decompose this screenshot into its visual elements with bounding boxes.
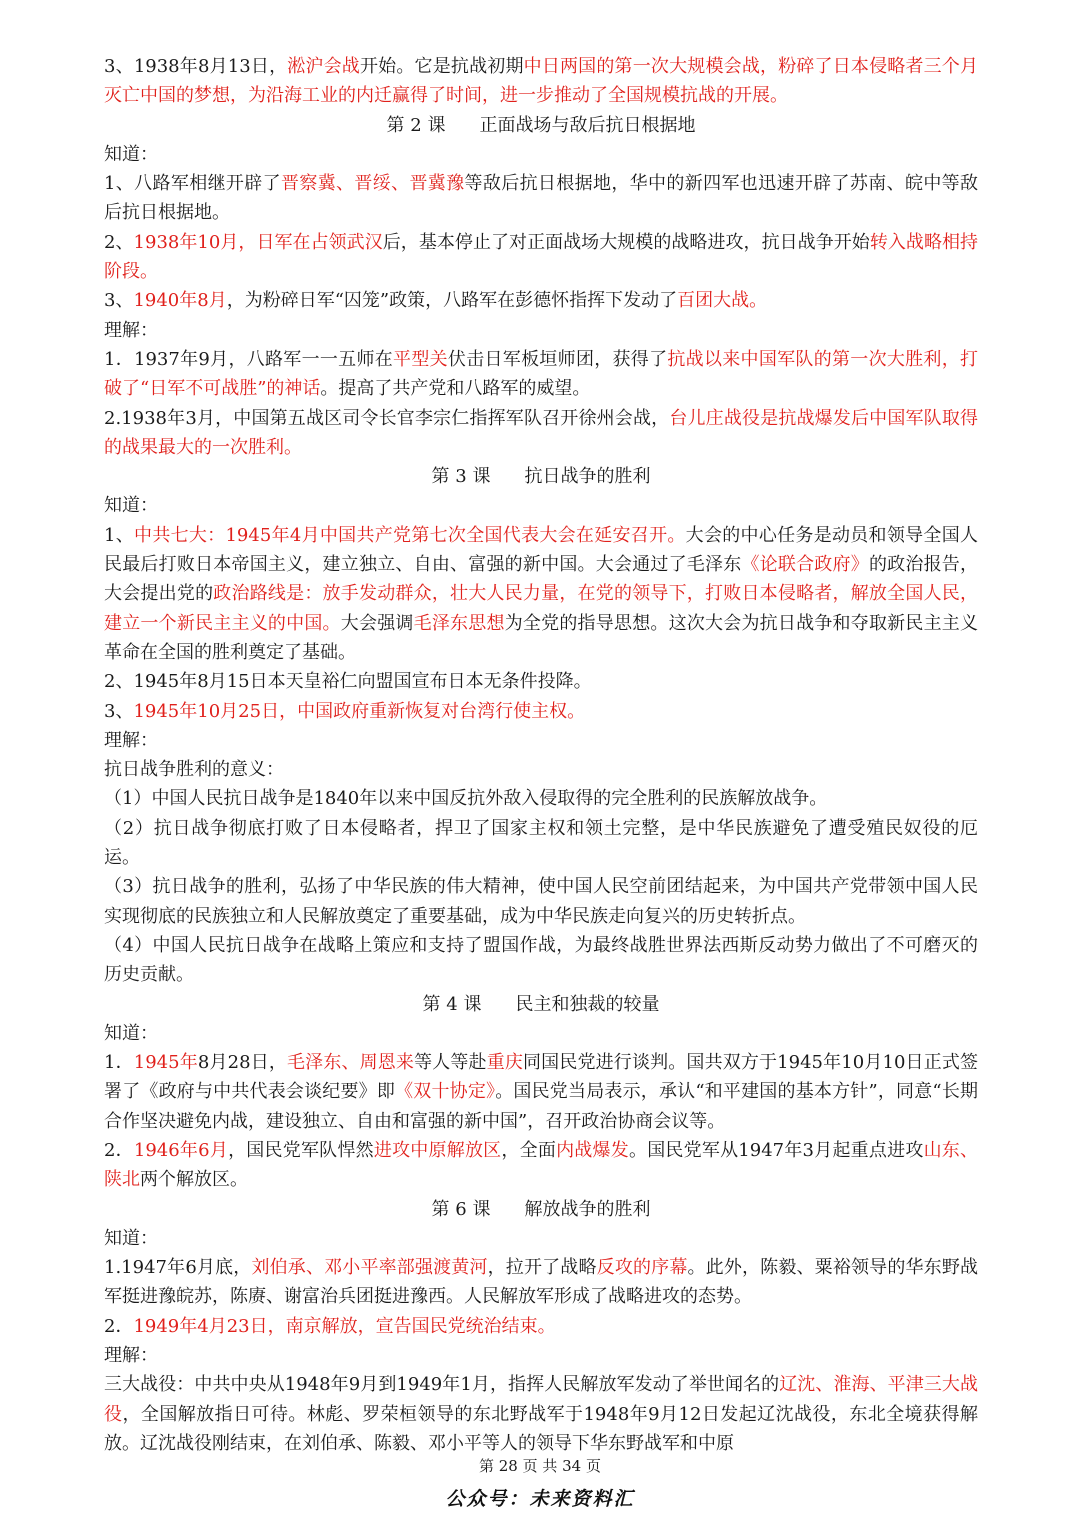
highlighted-text: 辽沈、淮海、平津三大战役 xyxy=(104,1374,978,1425)
body-text: 为全党的指导思想。这次大会为抗日战争和夺取新民主主义革命在全国的胜利奠定了基础。 xyxy=(104,612,979,663)
body-text: 两个解放区。 xyxy=(140,1169,248,1191)
body-text: 2、 xyxy=(104,231,134,253)
highlighted-text: 毛泽东思想 xyxy=(413,612,505,634)
body-text: 伏击日军板垣师团，获得了 xyxy=(447,348,668,370)
highlighted-text: 进攻中原解放区 xyxy=(373,1139,502,1161)
body-text: （1）中国人民抗日战争是1840年以来中国反抗外敌入侵取得的完全胜利的民族解放战争。 xyxy=(104,788,828,810)
highlighted-text: 中日两国的第一次大规模会战，粉碎了日本侵略者三个月灭亡中国的梦想，为沿海工业的内迁赢得了时间，进一步推动了全国规模抗战的开展。 xyxy=(104,56,979,107)
paragraph xyxy=(104,755,978,784)
paragraph xyxy=(104,784,978,813)
body-text: 3、 xyxy=(104,700,134,722)
body-text: 三大战役：中共中央从1948年9月到1949年1月，指挥人民解放军发动了举世闻名的 xyxy=(104,1374,780,1396)
paragraph xyxy=(104,491,978,520)
lesson-number: 第 4 课 xyxy=(422,993,482,1015)
paragraph xyxy=(104,1136,978,1195)
paragraph xyxy=(104,814,978,873)
body-text: ，全面 xyxy=(501,1139,557,1161)
body-text: 理解： xyxy=(104,729,158,751)
lesson-title: 抗日战争的胜利 xyxy=(524,466,651,488)
body-text: 知道： xyxy=(104,143,158,165)
highlighted-text: 山东、陕北 xyxy=(104,1139,979,1191)
body-text: 2． xyxy=(104,1139,134,1161)
paragraph xyxy=(104,1253,978,1312)
highlighted-text: 政治路线是：放手发动群众，壮大人民力量，在党的领导下，打败日本侵略者，解放全国人民，建立一个新民主主义的中国。 xyxy=(104,583,979,634)
lesson-heading xyxy=(104,462,978,491)
paragraph xyxy=(104,228,978,287)
body-text: 3、1938年8月13日， xyxy=(104,56,288,77)
highlighted-text: 内战爆发 xyxy=(556,1139,629,1161)
highlighted-text: 《双十协定》 xyxy=(395,1081,496,1103)
paragraph xyxy=(104,667,978,696)
lesson-number: 第 3 课 xyxy=(431,466,491,488)
lesson-title: 民主和独裁的较量 xyxy=(515,993,660,1015)
body-text: （3）抗日战争的胜利，弘扬了中华民族的伟大精神，使中国人民空前团结起来，为中国共产党带领中国人民实现彻底的民族独立和人民解放奠定了重要基础，成为中华民族走向复兴的历史转折点。 xyxy=(104,876,978,927)
body-text: 大会强调 xyxy=(340,612,414,634)
paragraph xyxy=(104,140,978,169)
body-text: 理解： xyxy=(104,1345,158,1367)
lesson-heading xyxy=(104,111,978,140)
body-text: ，为粉碎日军“囚笼”政策，八路军在彭德怀指挥下发动了 xyxy=(226,290,678,312)
paragraph xyxy=(104,521,978,667)
body-text: 抗日战争胜利的意义： xyxy=(104,759,284,781)
watermark-text: 公众号：未来资料汇 xyxy=(445,1488,635,1511)
body-text: 1.1947年6月底， xyxy=(104,1257,252,1279)
lesson-number: 第 6 课 xyxy=(431,1198,491,1220)
body-text: 等敌后抗日根据地，华中的新四军也迅速开辟了苏南、皖中等敌后抗日根据地。 xyxy=(104,173,979,224)
body-text: （2）抗日战争彻底打败了日本侵略者，捍卫了国家主权和领土完整，是中华民族避免了遭受殖民奴役的厄运。 xyxy=(104,817,978,869)
body-text: 1、八路军相继开辟了 xyxy=(104,173,281,195)
highlighted-text: 反攻的序幕 xyxy=(596,1257,688,1279)
page-footer xyxy=(0,1452,1080,1515)
body-text: 1、 xyxy=(104,524,135,546)
body-text: 1．1937年9月，八路军一一五师在 xyxy=(104,348,394,370)
paragraph xyxy=(104,1341,978,1370)
paragraph xyxy=(104,1312,978,1341)
highlighted-text: 1949年4月23日，南京解放，宣告国民党统治结束。 xyxy=(133,1315,556,1337)
paragraph xyxy=(104,169,978,228)
body-text: 开始。它是抗战初期 xyxy=(360,56,524,77)
highlighted-text: 重庆 xyxy=(486,1052,524,1074)
lesson-heading xyxy=(104,990,978,1019)
paragraph xyxy=(104,345,978,404)
body-text: 。国民党当局表示，承认“和平建国的基本方针”，同意“长期合作坚决避免内战，建设独立、自由和富强的新中国”，召开政治协商会议等。 xyxy=(104,1081,979,1132)
highlighted-text: 抗战以来中国军队的第一次大胜利，打破了“日军不可战胜”的神话 xyxy=(104,348,979,400)
body-text: 理解： xyxy=(104,319,158,341)
lesson-heading xyxy=(104,1195,978,1224)
body-text: 同国民党进行谈判。国共双方于1945年10月10日正式签署了《政府与中共代表会谈纪要》即 xyxy=(104,1052,979,1103)
lesson-title: 正面战场与敌后抗日根据地 xyxy=(479,114,696,136)
highlighted-text: 1946年6月 xyxy=(133,1139,229,1161)
body-text: 知道： xyxy=(104,495,158,517)
body-text: 的政治报告，大会提出党的 xyxy=(104,554,979,605)
body-text: 。此外，陈毅、粟裕领导的华东野战军挺进豫皖苏，陈赓、谢富治兵团挺进豫西。人民解放军形成了战略进攻的态势。 xyxy=(104,1257,979,1308)
highlighted-text: 平型关 xyxy=(393,348,448,370)
paragraph xyxy=(104,316,978,345)
body-text: 2.1938年3月，中国第五战区司令长官李宗仁指挥军队召开徐州会战， xyxy=(104,407,670,429)
paragraph xyxy=(104,1224,978,1253)
body-text: 知道： xyxy=(104,1227,158,1249)
paragraph xyxy=(104,1048,978,1136)
highlighted-text: 百团大战。 xyxy=(677,290,768,312)
body-text: 3、 xyxy=(104,290,134,312)
lesson-title: 解放战争的胜利 xyxy=(524,1198,651,1220)
paragraph xyxy=(104,286,978,315)
paragraph xyxy=(104,404,978,463)
body-text: 知道： xyxy=(104,1022,158,1044)
highlighted-text: 淞沪会战 xyxy=(287,56,360,77)
paragraph xyxy=(104,1019,978,1048)
paragraph xyxy=(104,1370,978,1458)
paragraph xyxy=(104,52,978,111)
body-text: 2． xyxy=(104,1315,134,1337)
paragraph xyxy=(104,697,978,726)
body-text: 。提高了共产党和八路军的威望。 xyxy=(320,378,591,400)
highlighted-text: 台儿庄战役是抗战爆发后中国军队取得的战果最大的一次胜利。 xyxy=(104,407,978,458)
body-text: 大会的中心任务是动员和领导全国人民最后打败日本帝国主义，建立独立、自由、富强的新中国。大会通过了毛泽东 xyxy=(104,524,979,576)
page-number: 第 28 页 共 34 页 xyxy=(478,1457,601,1475)
body-text: ，全国解放指日可待。林彪、罗荣桓领导的东北野战军于1948年9月12日发起辽沈战役，东北全境获得解放。辽沈战役刚结束，在刘伯承、陈毅、邓小平等人的领导下华东野战军和中原 xyxy=(104,1403,979,1454)
paragraph xyxy=(104,872,978,931)
highlighted-text: 1938年10月，日军在占领武汉 xyxy=(133,231,383,253)
body-text: 后，基本停止了对正面战场大规模的战略进攻，抗日战争开始 xyxy=(382,231,870,253)
document-body xyxy=(104,52,978,1458)
body-text: 。国民党军从1947年3月起重点进攻 xyxy=(628,1139,924,1161)
body-text: ，拉开了战略 xyxy=(487,1257,597,1279)
body-text: 1． xyxy=(104,1052,134,1074)
highlighted-text: 中共七大：1945年4月中国共产党第七次全国代表大会在延安召开。 xyxy=(134,524,686,546)
highlighted-text: 1945年 xyxy=(133,1052,198,1074)
highlighted-text: 毛泽东、周恩来 xyxy=(287,1052,415,1074)
highlighted-text: 1940年8月 xyxy=(133,290,227,312)
body-text: ，国民党军队悍然 xyxy=(228,1139,374,1161)
body-text: 等人等赴 xyxy=(414,1052,487,1074)
body-text: 2、1945年8月15日本天皇裕仁向盟国宣布日本无条件投降。 xyxy=(104,671,592,693)
paragraph xyxy=(104,931,978,990)
body-text: （4）中国人民抗日战争在战略上策应和支持了盟国作战，为最终战胜世界法西斯反动势力做出了不可磨灭的历史贡献。 xyxy=(104,934,978,986)
highlighted-text: 转入战略相持阶段。 xyxy=(104,231,979,283)
highlighted-text: 1945年10月25日，中国政府重新恢复对台湾行使主权。 xyxy=(133,700,586,722)
highlighted-text: 晋察冀、晋绥、晋冀豫 xyxy=(280,173,465,195)
highlighted-text: 《论联合政府》 xyxy=(741,554,869,576)
lesson-number: 第 2 课 xyxy=(386,114,446,136)
paragraph xyxy=(104,726,978,755)
body-text: 8月28日， xyxy=(197,1052,288,1074)
highlighted-text: 刘伯承、邓小平率部强渡黄河 xyxy=(251,1257,488,1279)
